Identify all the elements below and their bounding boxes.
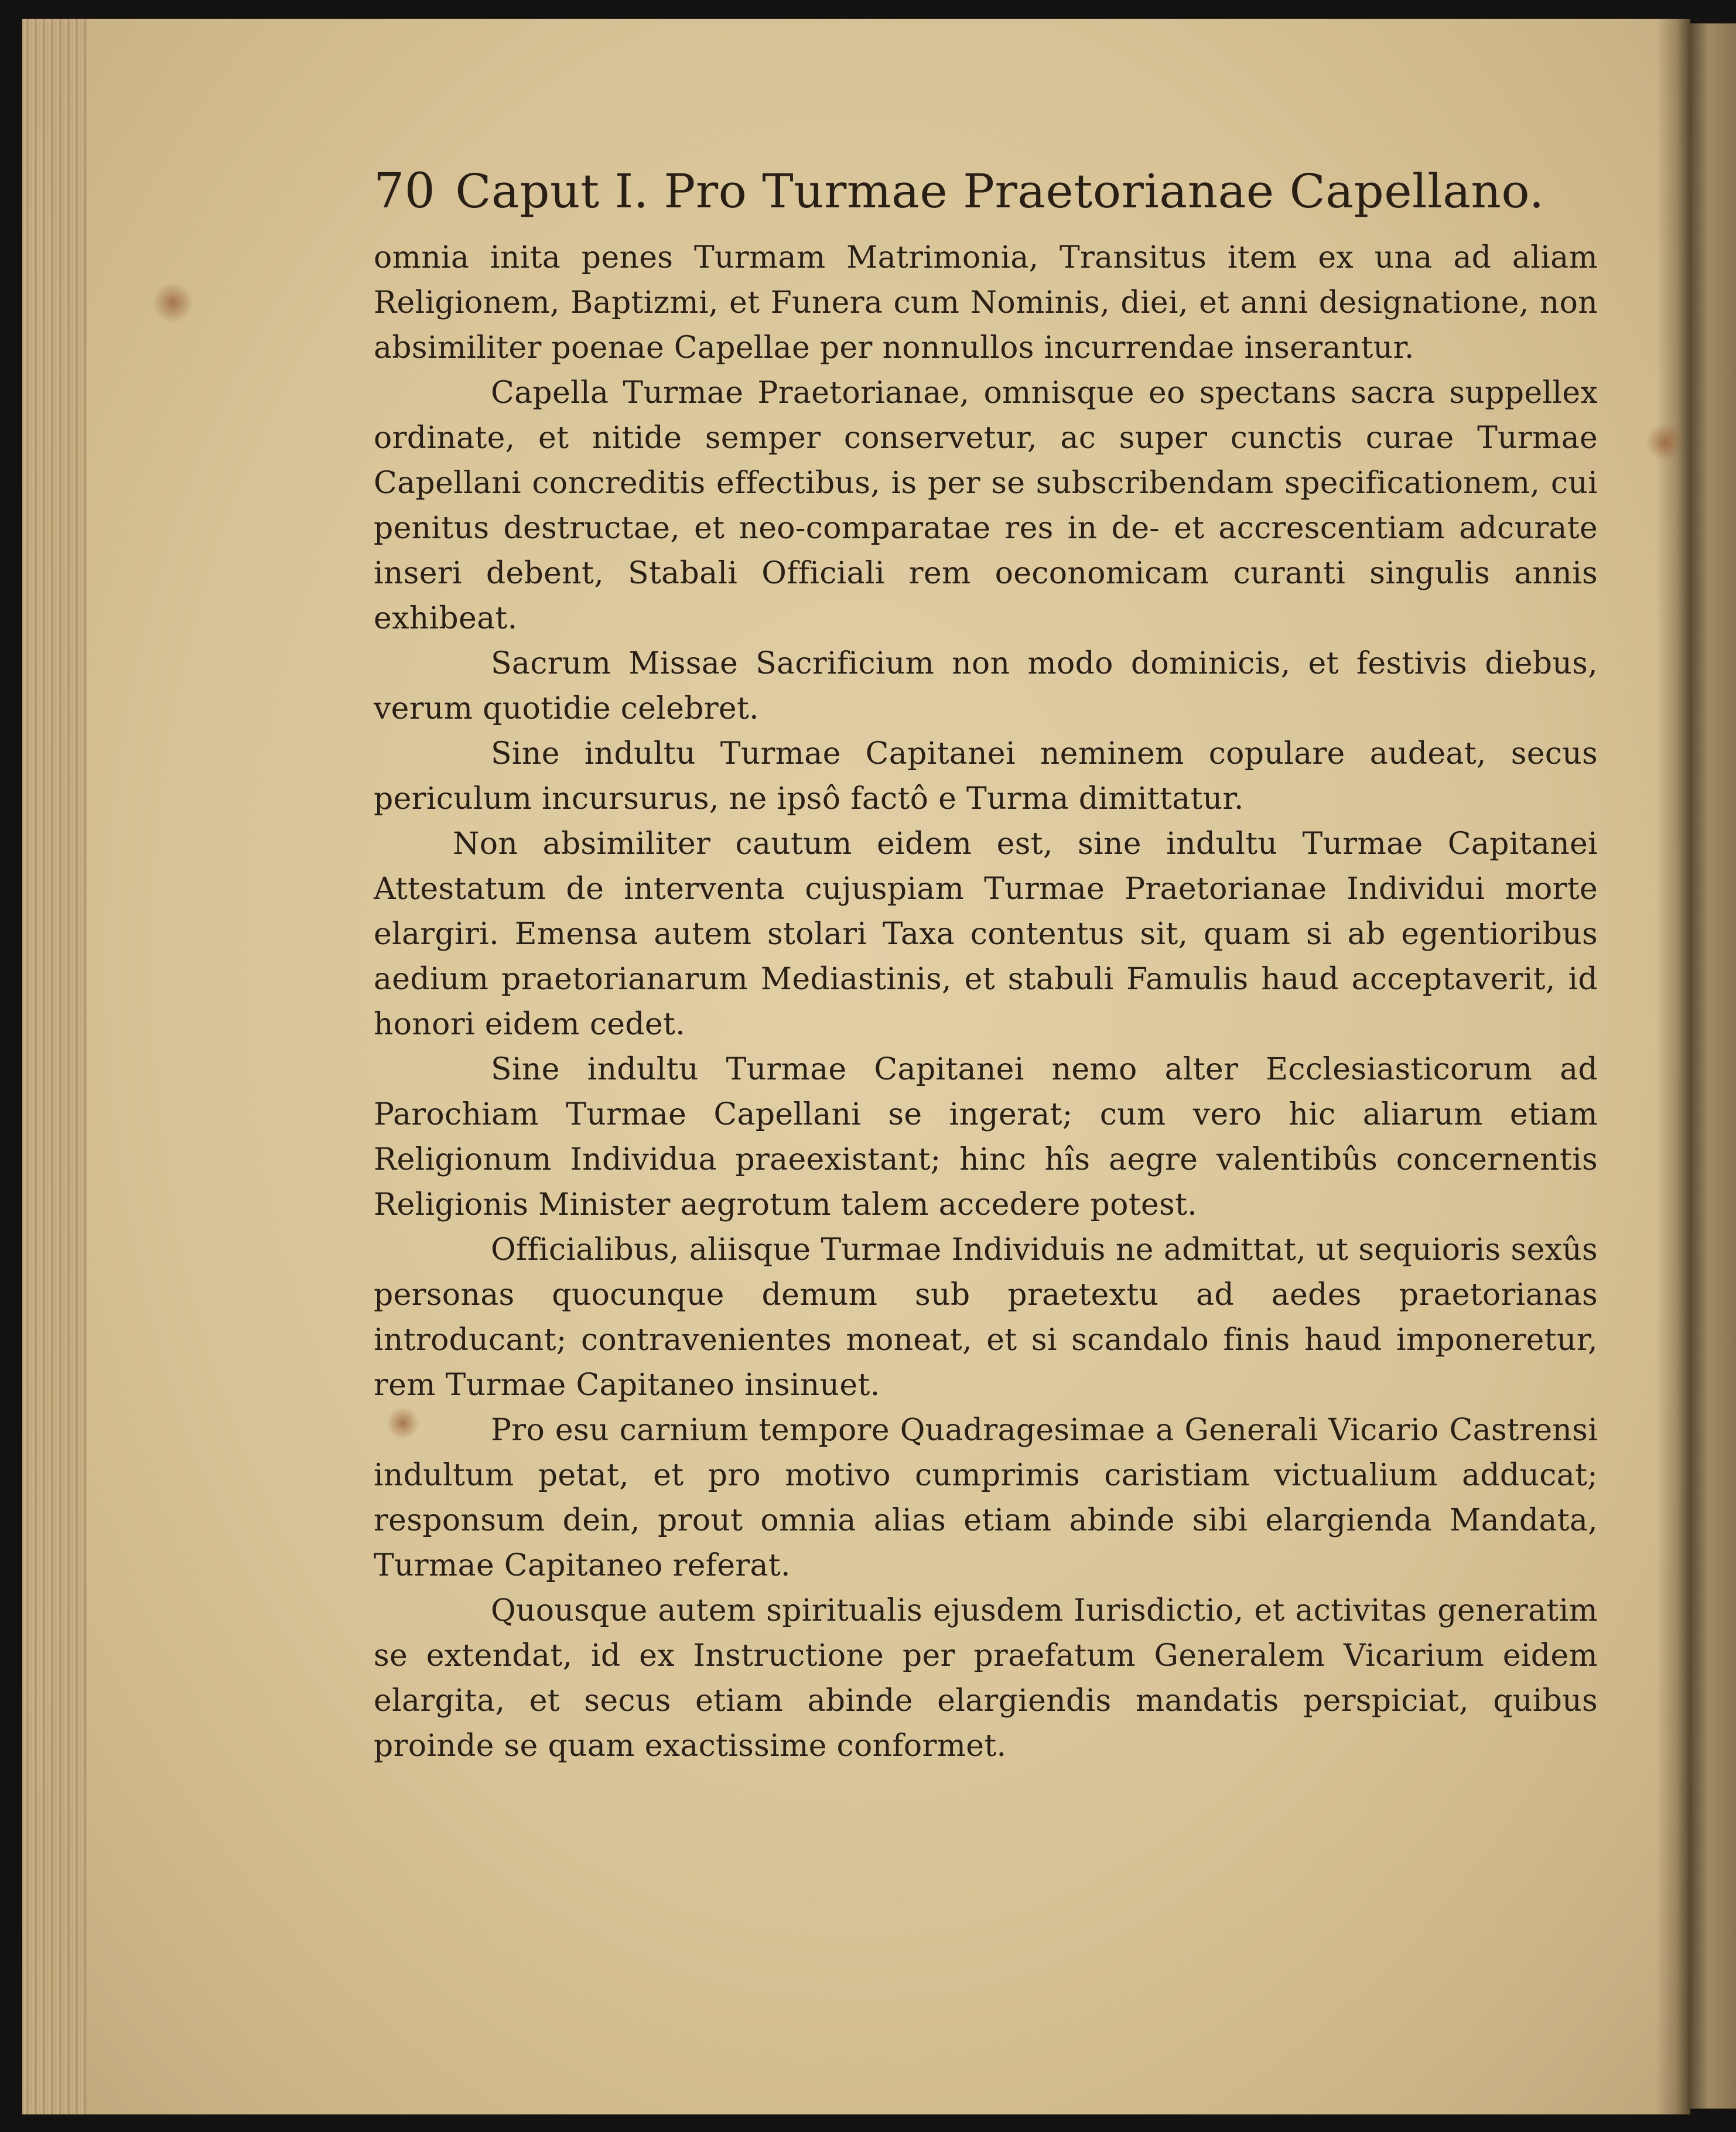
running-title: Caput I. Pro Turmae Praetorianae Capellano. — [455, 164, 1544, 218]
paragraph-6: Sine indultu Turmae Capitanei nemo alter Ecclesiasticorum ad Parochiam Turmae Capellani se ingerat; cum vero hic aliarum etiam Religionum Individua praeexistant; hinc hîs aegre valentibûs concernentis Religionis Minister aegrotum talem accedere potest. — [374, 1052, 1598, 1222]
page-edges — [22, 19, 87, 2114]
paragraph-4: Sine indultu Turmae Capitanei neminem copulare audeat, secus periculum incursurus, ne ipsô factô e Turma dimittatur. — [374, 736, 1598, 816]
paragraph-2: Capella Turmae Praetorianae, omnisque eo spectans sacra suppellex ordinate, et nitide semper conservetur, ac super cunctis curae Turmae Capellani concreditis effectibus, is per se subscribendam specificationem, cui penitus destructae, et neo-comparatae res in de- et accrescentiam adcurate inseri debent, Stabali Officiali rem oeconomicam curanti singulis annis exhibeat. — [374, 375, 1598, 636]
text-block — [374, 148, 1598, 1769]
facing-page-edge — [1690, 23, 1736, 2109]
stain-left — [152, 282, 193, 323]
paragraph-1: omnia inita penes Turmam Matrimonia, Transitus item ex una ad aliam Religionem, Baptizmi, et Funera cum Nominis, diei, et anni designatione, non absimiliter poenae Capellae per nonnullos incurrendae inserantur. — [374, 240, 1598, 365]
paragraph-7: Officialibus, aliisque Turmae Individuis ne admittat, ut sequioris sexûs personas quocunque demum sub praetextu ad aedes praetorianas introducant; contravenientes moneat, et si scandalo finis haud imponeretur, rem Turmae Capitaneo insinuet. — [374, 1232, 1598, 1403]
running-header — [374, 148, 1598, 235]
page-number: 70 — [374, 163, 436, 219]
paragraph-3: Sacrum Missae Sacrificium non modo dominicis, et festivis diebus, verum quotidie celebret. — [374, 646, 1598, 726]
stain-right — [1646, 423, 1684, 462]
book-page — [22, 19, 1690, 2114]
paragraph-5: Non absimiliter cautum eidem est, sine indultu Turmae Capitanei Attestatum de interventa cujuspiam Turmae Praetorianae Individui morte elargiri. Emensa autem stolari Taxa contentus sit, quam si ab egentioribus aedium praetorianarum Mediastinis, et stabuli Famulis haud acceptaverit, id honori eidem cedet. — [374, 826, 1598, 1042]
paragraph-8: Pro esu carnium tempore Quadragesimae a Generali Vicario Castrensi indultum petat, et pro motivo cumprimis caristiam victualium adducat; responsum dein, prout omnia alias etiam abinde sibi elargienda Mandata, Turmae Capitaneo referat. — [374, 1413, 1598, 1583]
paragraph-9: Quousque autem spiritualis ejusdem Iurisdictio, et activitas generatim se extendat, id ex Instructione per praefatum Generalem Vicarium eidem elargita, et secus etiam abinde elargiendis mandatis perspiciat, quibus proinde se quam exactissime conformet. — [374, 1593, 1598, 1764]
gutter-shadow — [1656, 19, 1690, 2114]
